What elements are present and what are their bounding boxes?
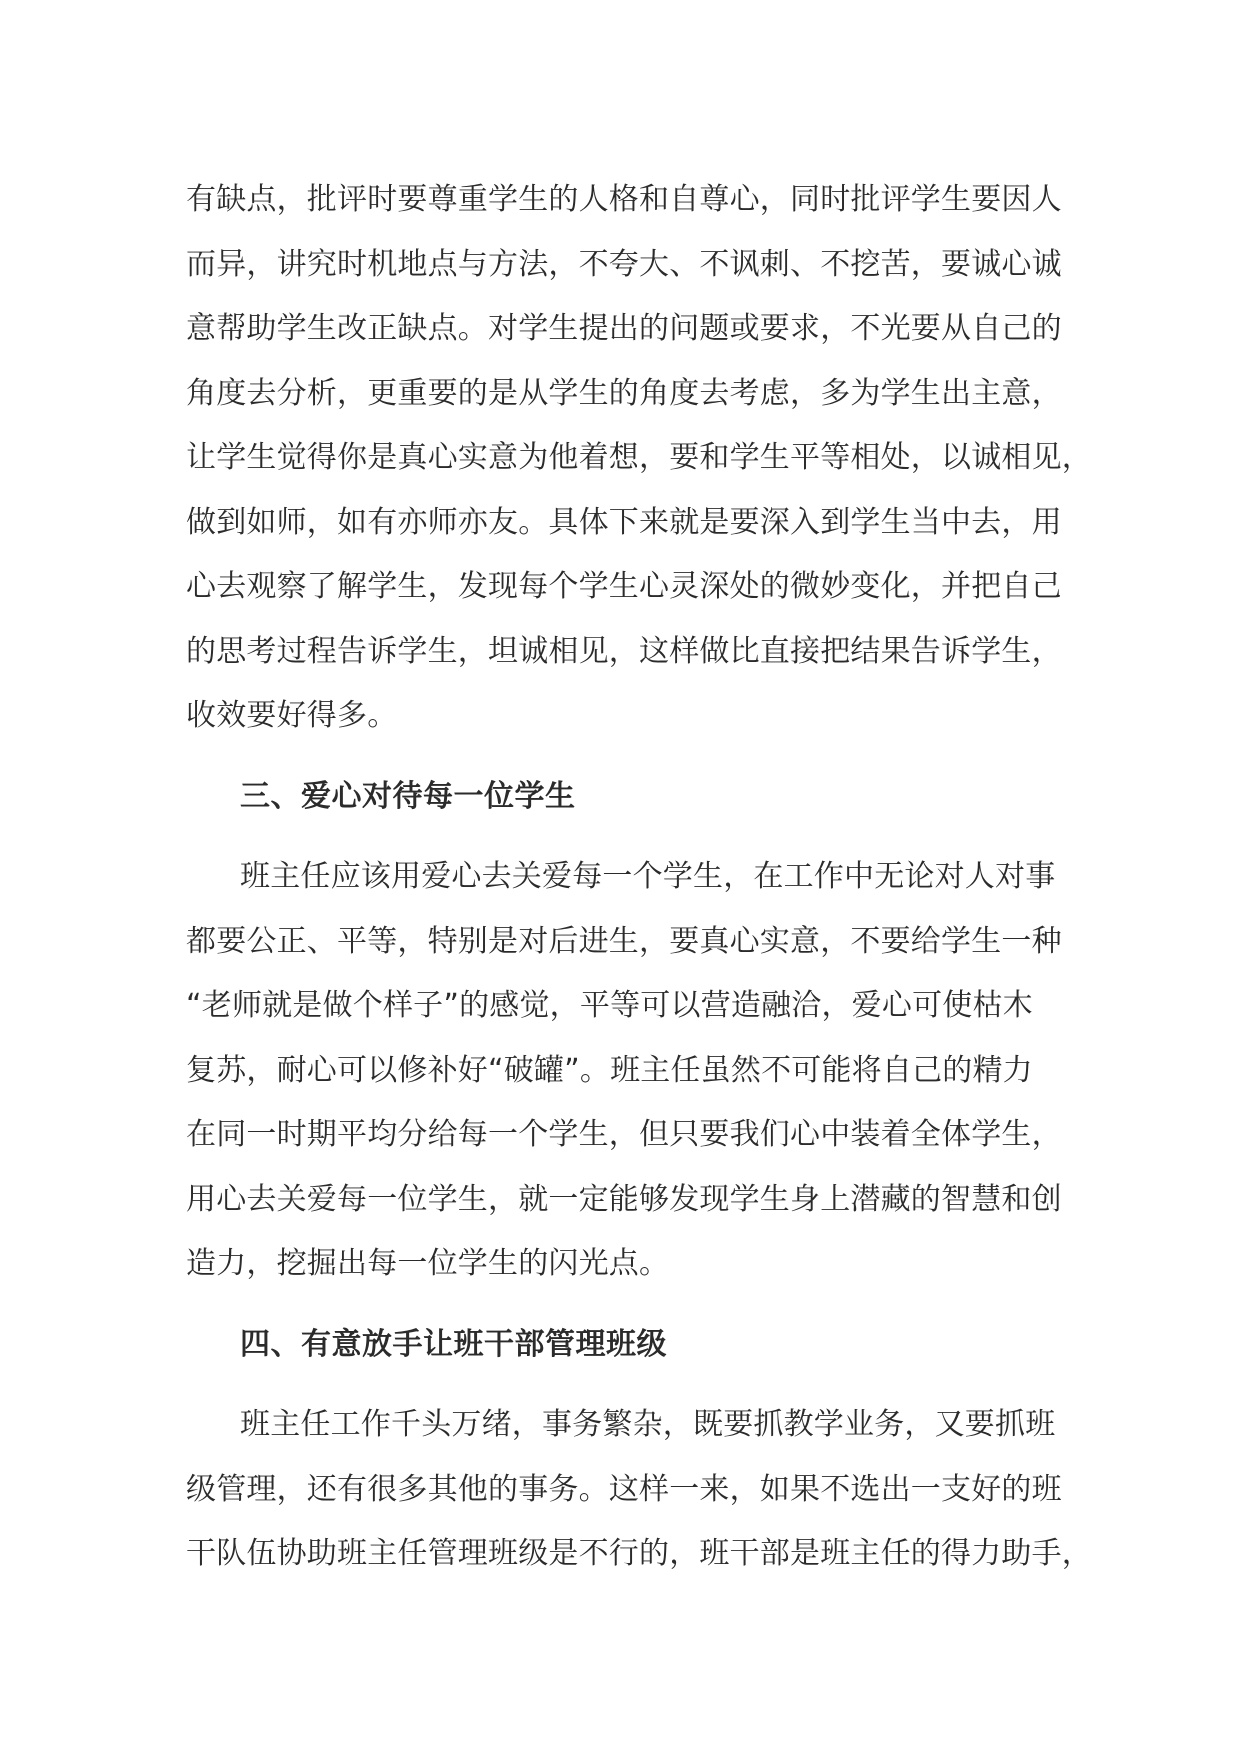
text-line: 班主任工作千头万绪，事务繁杂，既要抓教学业务，又要抓班 [240, 1407, 1056, 1442]
text-line: 做到如师，如有亦师亦友。具体下来就是要深入到学生当中去，用 [186, 504, 1062, 540]
text-line: 用心去关爱每一位学生，就一定能够发现学生身上潜藏的智慧和创 [186, 1181, 1062, 1217]
text-line: 心去观察了解学生，发现每个学生心灵深处的微妙变化，并把自己 [186, 569, 1062, 604]
paragraph-continued [186, 168, 1092, 749]
text-line: 意帮助学生改正缺点。对学生提出的问题或要求，不光要从自己的 [186, 311, 1062, 346]
text-line: 在同一时期平均分给每一个学生，但只要我们心中装着全体学生， [186, 1117, 1062, 1152]
text-line: 的思考过程告诉学生，坦诚相见，这样做比直接把结果告诉学生， [186, 633, 1062, 669]
paragraph-gap [186, 829, 1066, 845]
paragraph-class-cadres [186, 1393, 1092, 1587]
section-heading-4: 四、有意放手让班干部管理班级 [240, 1326, 667, 1362]
paragraph-gap [186, 1377, 1066, 1393]
document-body [186, 168, 1092, 1587]
paragraph-gap [186, 1297, 1066, 1313]
text-line: 造力，挖掘出每一位学生的闪光点。 [186, 1246, 670, 1281]
text-line: 班主任应该用爱心去关爱每一个学生，在工作中无论对人对事 [240, 859, 1056, 894]
text-line: 角度去分析，更重要的是从学生的角度去考虑，多为学生出主意， [186, 375, 1062, 411]
text-line: “老师就是做个样子”的感觉，平等可以营造融洽，爱心可使枯木 [186, 988, 1033, 1023]
paragraph-gap [186, 749, 1066, 765]
text-line: 复苏，耐心可以修补好“破罐”。班主任虽然不可能将自己的精力 [186, 1052, 1033, 1088]
text-line: 级管理，还有很多其他的事务。这样一来，如果不选出一支好的班 [186, 1471, 1062, 1507]
text-line: 干队伍协助班主任管理班级是不行的，班干部是班主任的得力助手， [186, 1536, 1092, 1571]
text-line: 而异，讲究时机地点与方法，不夸大、不讽刺、不挖苦，要诚心诚 [186, 246, 1062, 282]
section-heading-3: 三、爱心对待每一位学生 [240, 778, 576, 814]
text-line: 有缺点，批评时要尊重学生的人格和自尊心，同时批评学生要因人 [186, 182, 1062, 217]
paragraph-love-every-student [186, 845, 1066, 1297]
text-line: 收效要好得多。 [186, 698, 398, 733]
text-line: 都要公正、平等，特别是对后进生，要真心实意，不要给学生一种 [186, 923, 1062, 959]
text-line: 让学生觉得你是真心实意为他着想，要和学生平等相处，以诚相见， [186, 440, 1092, 475]
